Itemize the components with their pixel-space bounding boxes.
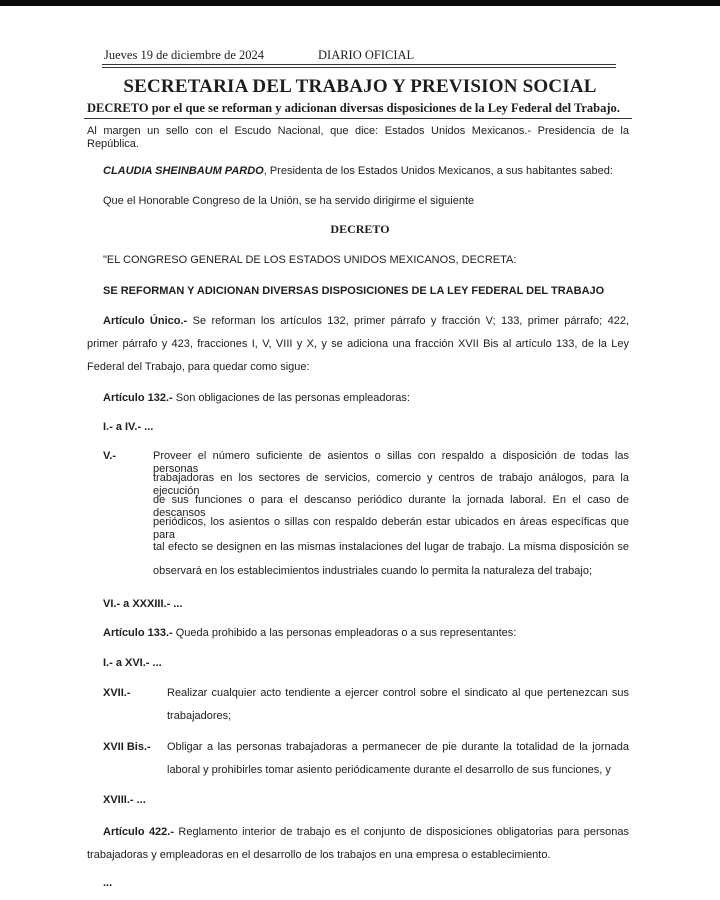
art132-fraction-v-label: V.-	[103, 450, 117, 462]
president-line	[103, 165, 613, 178]
subtitle-rule	[84, 118, 632, 119]
art133-xvii-bis-line-1: Obligar a las personas trabajadoras a permanecer de pie durante la totalidad de la jornada	[167, 741, 629, 753]
art133-xvii-line-2: trabajadores;	[167, 710, 232, 722]
articulo-unico-line-1	[103, 315, 629, 328]
reform-heading: SE REFORMAN Y ADICIONAN DIVERSAS DISPOSICIONES DE LA LEY FEDERAL DEL TRABAJO	[103, 285, 605, 297]
art132-fraction-v-line-6: observará en los establecimientos industriales cuando lo permita la naturaleza del trabajo;	[153, 565, 593, 577]
art132-fraction-v-line-5: tal efecto se designen en las mismas instalaciones del lugar de trabajo. La misma disposición se	[153, 541, 629, 553]
art132-range-b: VI.- a XXXIII.- ...	[103, 598, 183, 610]
art132-label: Artículo 132.-	[103, 392, 173, 404]
art133-xvii-line-1: Realizar cualquier acto tendiente a ejercer control sobre el sindicato al que pertenezcan sus	[167, 687, 629, 699]
header-publication: DIARIO OFICIAL	[318, 48, 415, 62]
art422-text-1: Reglamento interior de trabajo es el conjunto de disposiciones obligatorias para personas	[178, 826, 629, 838]
decree-subtitle: DECRETO por el que se reforman y adicionan diversas disposiciones de la Ley Federal del Trabajo.	[87, 101, 620, 115]
art133-range-a: I.- a XVI.- ...	[103, 657, 162, 669]
art133-text: Queda prohibido a las personas empleadoras o a sus representantes:	[175, 627, 517, 639]
articulo-unico-line-3: Federal del Trabajo, para quedar como sigue:	[87, 361, 310, 373]
art132-fraction-v-line-3: de sus funciones o para el descanso periódico durante la jornada laboral. En el caso de descansos	[153, 494, 629, 519]
art132-range-a: I.- a IV.- ...	[103, 421, 154, 433]
art133-xvii-bis-label: XVII Bis.-	[103, 741, 151, 753]
art132-text: Son obligaciones de las personas empleadoras:	[175, 392, 410, 404]
art132-fraction-v-line-4: periódicos, los asientos o sillas con respaldo deberán estar ubicados en áreas específicas que para	[153, 516, 629, 541]
art132-line	[103, 392, 410, 405]
art133-line	[103, 627, 516, 640]
decreto-heading: DECRETO	[330, 222, 390, 236]
articulo-unico-label: Artículo Único.-	[103, 315, 188, 327]
closing-ellipsis: ...	[103, 877, 113, 889]
header-rule-top	[102, 64, 616, 65]
art132-fraction-v-line-2: trabajadoras en los sectores de servicios, comercio y centros de trabajo análogos, para la ejecución	[153, 472, 629, 497]
art133-xvii-label: XVII.-	[103, 687, 131, 699]
header-date: Jueves 19 de diciembre de 2024	[104, 48, 265, 62]
decreta-line: "EL CONGRESO GENERAL DE LOS ESTADOS UNIDOS MEXICANOS, DECRETA:	[103, 254, 517, 266]
president-name: CLAUDIA SHEINBAUM PARDO	[103, 165, 264, 177]
articulo-unico-text-1: Se reforman los artículos 132, primer párrafo y fracción V; 133, primer párrafo; 422,	[192, 315, 629, 327]
page-title: SECRETARIA DEL TRABAJO Y PREVISION SOCIAL	[123, 76, 597, 97]
art133-label: Artículo 133.-	[103, 627, 173, 639]
congress-line: Que el Honorable Congreso de la Unión, se ha servido dirigirme el siguiente	[103, 195, 475, 207]
header-rule-bottom	[102, 67, 616, 68]
art133-xvii-bis-line-2: laboral y prohibirles tomar asiento periódicamente durante el desarrollo de sus funciones, y	[167, 764, 611, 776]
art133-range-b: XVIII.- ...	[103, 794, 146, 806]
art422-line-2: trabajadoras y empleadoras en el desarrollo de los trabajos en una empresa o establecimiento.	[87, 849, 551, 861]
president-text: , Presidenta de los Estados Unidos Mexicanos, a sus habitantes sabed:	[263, 165, 613, 177]
seal-note-line-1: Al margen un sello con el Escudo Nacional, que dice: Estados Unidos Mexicanos.- Presidencia de la	[87, 125, 629, 137]
art132-fraction-v-line-1: Proveer el número suficiente de asientos o sillas con respaldo a disposición de todas las personas	[153, 450, 629, 475]
top-dark-border	[0, 0, 720, 6]
art422-label: Artículo 422.-	[103, 826, 175, 838]
seal-note-line-2: República.	[87, 138, 139, 150]
articulo-unico-line-2: primer párrafo y 423, fracciones I, V, VIII y X, y se adiciona una fracción XVII Bis al artículo 133, de la Ley	[87, 338, 629, 350]
art422-line-1	[103, 826, 629, 839]
